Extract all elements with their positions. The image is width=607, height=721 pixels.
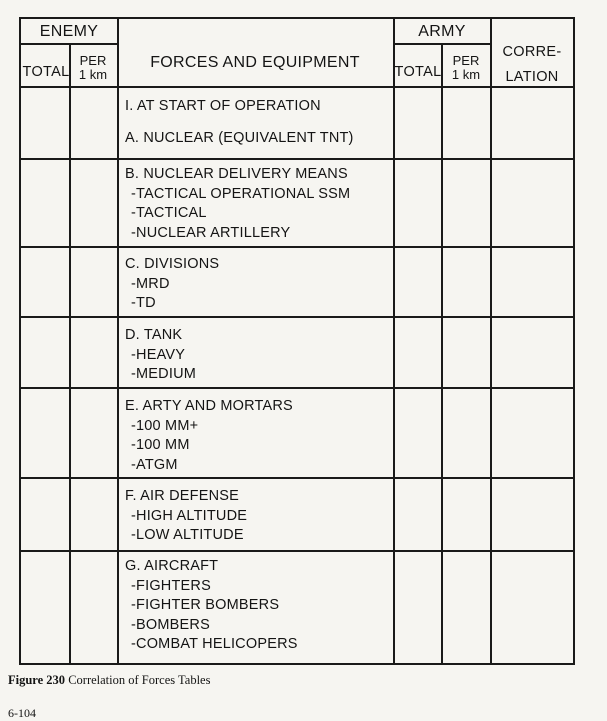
section-tank [125, 326, 385, 385]
list-item: -COMBAT HELICOPERS [131, 636, 298, 652]
section-title: D. TANK [125, 327, 183, 343]
army-header: ARMY [418, 23, 466, 40]
row-divider [21, 550, 573, 552]
row-divider [21, 86, 573, 88]
section-title: C. DIVISIONS [125, 256, 220, 272]
army-km-header: 1 km [451, 67, 481, 82]
row-divider [21, 387, 573, 389]
section-title: E. ARTY AND MORTARS [125, 398, 293, 414]
column-divider [441, 43, 443, 665]
army-per-header: PER [452, 53, 480, 68]
army-total-header: TOTAL [394, 64, 442, 80]
list-item: -BOMBERS [131, 616, 210, 633]
row-divider [21, 477, 573, 479]
list-item: -LOW ALTITUDE [131, 527, 244, 543]
list-item: -TACTICAL OPERATIONAL SSM [131, 185, 351, 202]
figure-caption [8, 673, 210, 688]
list-item: -HEAVY [131, 346, 186, 363]
list-item: -NUCLEAR ARTILLERY [131, 224, 291, 241]
section-start-of-operation [125, 97, 385, 148]
section-title: G. AIRCRAFT [125, 558, 219, 574]
column-divider [490, 19, 492, 665]
list-item: -MRD [131, 275, 170, 292]
list-item: -HIGH ALTITUDE [131, 507, 248, 524]
section-air-defense [125, 487, 385, 546]
correlation-header-line2: LATION [505, 69, 559, 85]
enemy-total-header: TOTAL [22, 64, 70, 80]
list-item: -ATGM [131, 456, 178, 473]
list-item: -FIGHTERS [131, 577, 211, 594]
correlation-header-line1: CORRE- [502, 44, 562, 60]
header-divider [393, 43, 490, 45]
column-divider [117, 19, 119, 665]
enemy-header: ENEMY [39, 23, 99, 40]
list-item: -TACTICAL [131, 205, 207, 221]
list-item: -100 MM [131, 437, 190, 453]
row-divider [21, 316, 573, 318]
figure-caption-text: Correlation of Forces Tables [68, 673, 211, 687]
section-aircraft [125, 557, 385, 655]
section-divisions [125, 255, 385, 314]
row-divider [21, 158, 573, 160]
section-nuclear-delivery [125, 165, 385, 243]
section-title: B. NUCLEAR DELIVERY MEANS [125, 166, 348, 182]
enemy-km-header: 1 km [78, 67, 108, 82]
enemy-per-header: PER [79, 53, 107, 68]
section-arty-mortars [125, 397, 385, 475]
column-divider [69, 43, 71, 665]
header-divider [21, 43, 117, 45]
section-subtitle: A. NUCLEAR (EQUIVALENT TNT) [125, 129, 354, 146]
correlation-of-forces-table [19, 17, 575, 665]
list-item: -100 MM+ [131, 417, 199, 434]
page-number: 6-104 [8, 706, 36, 720]
list-item: -FIGHTER BOMBERS [131, 597, 280, 613]
row-divider [21, 246, 573, 248]
forces-header: FORCES AND EQUIPMENT [150, 54, 360, 71]
list-item: -TD [131, 295, 156, 311]
section-title: I. AT START OF OPERATION [125, 98, 321, 114]
figure-label: Figure 230 [8, 673, 66, 687]
section-title: F. AIR DEFENSE [125, 488, 239, 504]
list-item: -MEDIUM [131, 366, 197, 382]
column-divider [393, 19, 395, 665]
